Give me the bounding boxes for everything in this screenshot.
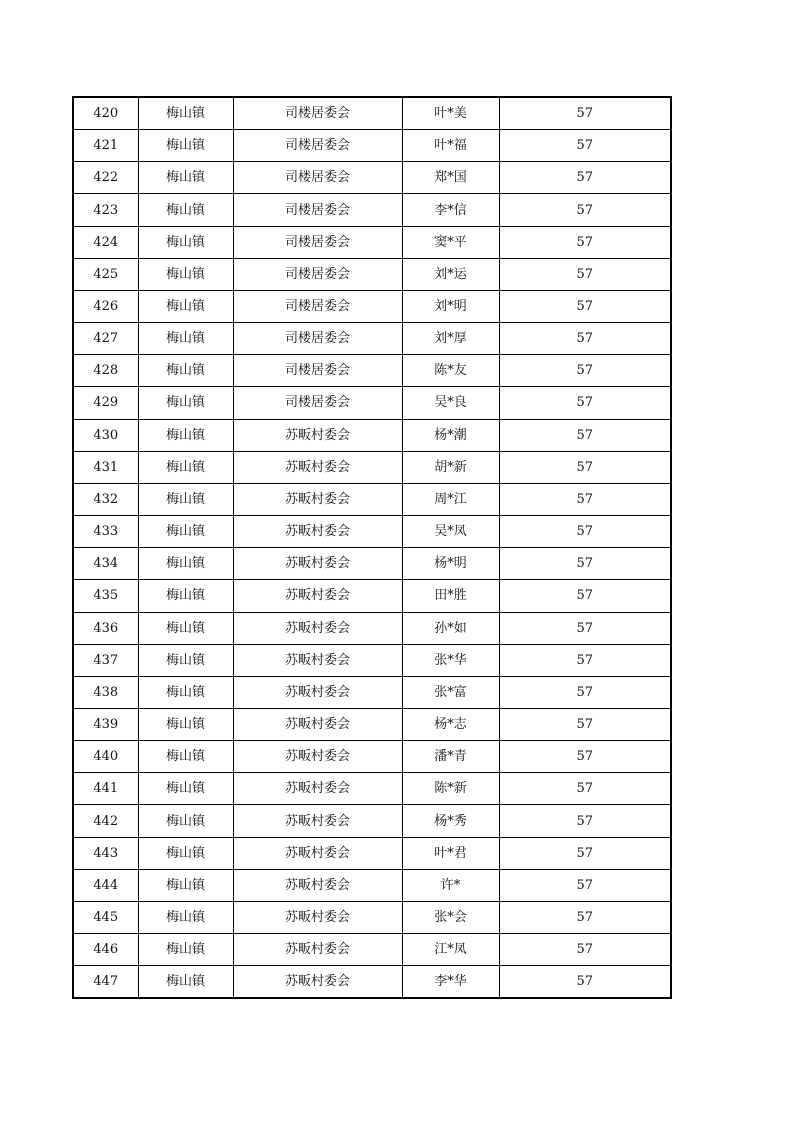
table-row <box>73 805 671 837</box>
amount-cell: 57 <box>499 323 671 355</box>
row-number-cell: 447 <box>73 966 138 999</box>
amount-cell: 57 <box>499 741 671 773</box>
table-row <box>73 612 671 644</box>
town-cell: 梅山镇 <box>138 548 233 580</box>
name-cell: 杨*潮 <box>402 419 499 451</box>
town-cell: 梅山镇 <box>138 708 233 740</box>
name-cell: 江*凤 <box>402 934 499 966</box>
row-number-cell: 443 <box>73 837 138 869</box>
town-cell: 梅山镇 <box>138 580 233 612</box>
table-row <box>73 548 671 580</box>
town-cell: 梅山镇 <box>138 226 233 258</box>
committee-cell: 司楼居委会 <box>233 194 402 226</box>
name-cell: 杨*秀 <box>402 805 499 837</box>
committee-cell: 苏畈村委会 <box>233 516 402 548</box>
name-cell: 杨*明 <box>402 548 499 580</box>
committee-cell: 苏畈村委会 <box>233 869 402 901</box>
name-cell: 张*会 <box>402 901 499 933</box>
committee-cell: 司楼居委会 <box>233 387 402 419</box>
roster-table <box>72 96 672 999</box>
row-number-cell: 428 <box>73 355 138 387</box>
committee-cell: 苏畈村委会 <box>233 548 402 580</box>
table-row <box>73 387 671 419</box>
committee-cell: 司楼居委会 <box>233 97 402 130</box>
amount-cell: 57 <box>499 226 671 258</box>
town-cell: 梅山镇 <box>138 97 233 130</box>
row-number-cell: 439 <box>73 708 138 740</box>
amount-cell: 57 <box>499 869 671 901</box>
amount-cell: 57 <box>499 355 671 387</box>
amount-cell: 57 <box>499 97 671 130</box>
row-number-cell: 420 <box>73 97 138 130</box>
name-cell: 周*江 <box>402 483 499 515</box>
table-row <box>73 226 671 258</box>
town-cell: 梅山镇 <box>138 323 233 355</box>
table-row <box>73 966 671 999</box>
amount-cell: 57 <box>499 483 671 515</box>
town-cell: 梅山镇 <box>138 290 233 322</box>
name-cell: 吴*凤 <box>402 516 499 548</box>
table-row <box>73 773 671 805</box>
amount-cell: 57 <box>499 966 671 999</box>
committee-cell: 苏畈村委会 <box>233 708 402 740</box>
table-row <box>73 580 671 612</box>
row-number-cell: 429 <box>73 387 138 419</box>
row-number-cell: 435 <box>73 580 138 612</box>
committee-cell: 苏畈村委会 <box>233 966 402 999</box>
amount-cell: 57 <box>499 612 671 644</box>
committee-cell: 苏畈村委会 <box>233 837 402 869</box>
name-cell: 胡*新 <box>402 451 499 483</box>
committee-cell: 苏畈村委会 <box>233 741 402 773</box>
name-cell: 许* <box>402 869 499 901</box>
roster-table-body <box>73 97 671 998</box>
name-cell: 刘*厚 <box>402 323 499 355</box>
name-cell: 李*信 <box>402 194 499 226</box>
table-row <box>73 258 671 290</box>
table-row <box>73 419 671 451</box>
committee-cell: 苏畈村委会 <box>233 901 402 933</box>
row-number-cell: 446 <box>73 934 138 966</box>
town-cell: 梅山镇 <box>138 901 233 933</box>
amount-cell: 57 <box>499 837 671 869</box>
name-cell: 郑*国 <box>402 162 499 194</box>
town-cell: 梅山镇 <box>138 805 233 837</box>
name-cell: 叶*福 <box>402 130 499 162</box>
town-cell: 梅山镇 <box>138 934 233 966</box>
row-number-cell: 434 <box>73 548 138 580</box>
table-row <box>73 323 671 355</box>
amount-cell: 57 <box>499 773 671 805</box>
table-row <box>73 676 671 708</box>
town-cell: 梅山镇 <box>138 451 233 483</box>
table-row <box>73 97 671 130</box>
table-row <box>73 516 671 548</box>
amount-cell: 57 <box>499 258 671 290</box>
amount-cell: 57 <box>499 901 671 933</box>
committee-cell: 司楼居委会 <box>233 258 402 290</box>
committee-cell: 苏畈村委会 <box>233 644 402 676</box>
town-cell: 梅山镇 <box>138 966 233 999</box>
row-number-cell: 442 <box>73 805 138 837</box>
amount-cell: 57 <box>499 130 671 162</box>
amount-cell: 57 <box>499 387 671 419</box>
table-row <box>73 837 671 869</box>
row-number-cell: 422 <box>73 162 138 194</box>
row-number-cell: 436 <box>73 612 138 644</box>
committee-cell: 苏畈村委会 <box>233 419 402 451</box>
row-number-cell: 438 <box>73 676 138 708</box>
committee-cell: 苏畈村委会 <box>233 676 402 708</box>
table-row <box>73 194 671 226</box>
amount-cell: 57 <box>499 805 671 837</box>
row-number-cell: 421 <box>73 130 138 162</box>
amount-cell: 57 <box>499 676 671 708</box>
amount-cell: 57 <box>499 162 671 194</box>
amount-cell: 57 <box>499 290 671 322</box>
committee-cell: 司楼居委会 <box>233 226 402 258</box>
name-cell: 叶*美 <box>402 97 499 130</box>
name-cell: 杨*志 <box>402 708 499 740</box>
table-row <box>73 290 671 322</box>
committee-cell: 苏畈村委会 <box>233 934 402 966</box>
table-row <box>73 451 671 483</box>
committee-cell: 苏畈村委会 <box>233 483 402 515</box>
amount-cell: 57 <box>499 644 671 676</box>
name-cell: 刘*运 <box>402 258 499 290</box>
name-cell: 张*富 <box>402 676 499 708</box>
row-number-cell: 430 <box>73 419 138 451</box>
town-cell: 梅山镇 <box>138 516 233 548</box>
town-cell: 梅山镇 <box>138 773 233 805</box>
amount-cell: 57 <box>499 580 671 612</box>
amount-cell: 57 <box>499 194 671 226</box>
table-row <box>73 869 671 901</box>
name-cell: 叶*君 <box>402 837 499 869</box>
name-cell: 窦*平 <box>402 226 499 258</box>
row-number-cell: 440 <box>73 741 138 773</box>
town-cell: 梅山镇 <box>138 676 233 708</box>
name-cell: 吴*良 <box>402 387 499 419</box>
table-row <box>73 130 671 162</box>
committee-cell: 苏畈村委会 <box>233 612 402 644</box>
table-row <box>73 355 671 387</box>
town-cell: 梅山镇 <box>138 387 233 419</box>
row-number-cell: 427 <box>73 323 138 355</box>
town-cell: 梅山镇 <box>138 869 233 901</box>
table-row <box>73 708 671 740</box>
town-cell: 梅山镇 <box>138 419 233 451</box>
amount-cell: 57 <box>499 516 671 548</box>
committee-cell: 司楼居委会 <box>233 162 402 194</box>
name-cell: 李*华 <box>402 966 499 999</box>
row-number-cell: 433 <box>73 516 138 548</box>
table-row <box>73 934 671 966</box>
row-number-cell: 432 <box>73 483 138 515</box>
amount-cell: 57 <box>499 708 671 740</box>
committee-cell: 苏畈村委会 <box>233 773 402 805</box>
committee-cell: 司楼居委会 <box>233 355 402 387</box>
town-cell: 梅山镇 <box>138 612 233 644</box>
row-number-cell: 444 <box>73 869 138 901</box>
name-cell: 张*华 <box>402 644 499 676</box>
amount-cell: 57 <box>499 934 671 966</box>
row-number-cell: 424 <box>73 226 138 258</box>
amount-cell: 57 <box>499 548 671 580</box>
row-number-cell: 437 <box>73 644 138 676</box>
row-number-cell: 431 <box>73 451 138 483</box>
table-row <box>73 162 671 194</box>
committee-cell: 司楼居委会 <box>233 130 402 162</box>
name-cell: 陈*友 <box>402 355 499 387</box>
town-cell: 梅山镇 <box>138 644 233 676</box>
committee-cell: 苏畈村委会 <box>233 580 402 612</box>
row-number-cell: 441 <box>73 773 138 805</box>
amount-cell: 57 <box>499 419 671 451</box>
table-row <box>73 644 671 676</box>
town-cell: 梅山镇 <box>138 355 233 387</box>
committee-cell: 司楼居委会 <box>233 290 402 322</box>
town-cell: 梅山镇 <box>138 194 233 226</box>
town-cell: 梅山镇 <box>138 258 233 290</box>
name-cell: 孙*如 <box>402 612 499 644</box>
name-cell: 刘*明 <box>402 290 499 322</box>
name-cell: 潘*青 <box>402 741 499 773</box>
table-row <box>73 741 671 773</box>
amount-cell: 57 <box>499 451 671 483</box>
row-number-cell: 423 <box>73 194 138 226</box>
town-cell: 梅山镇 <box>138 162 233 194</box>
town-cell: 梅山镇 <box>138 837 233 869</box>
committee-cell: 司楼居委会 <box>233 323 402 355</box>
name-cell: 田*胜 <box>402 580 499 612</box>
town-cell: 梅山镇 <box>138 741 233 773</box>
table-row <box>73 901 671 933</box>
committee-cell: 苏畈村委会 <box>233 805 402 837</box>
name-cell: 陈*新 <box>402 773 499 805</box>
table-row <box>73 483 671 515</box>
town-cell: 梅山镇 <box>138 130 233 162</box>
row-number-cell: 445 <box>73 901 138 933</box>
row-number-cell: 426 <box>73 290 138 322</box>
committee-cell: 苏畈村委会 <box>233 451 402 483</box>
row-number-cell: 425 <box>73 258 138 290</box>
town-cell: 梅山镇 <box>138 483 233 515</box>
